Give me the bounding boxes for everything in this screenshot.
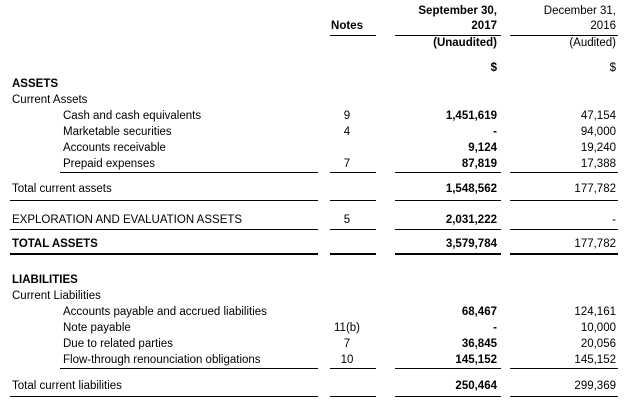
col-2017-header-line2: 2017 [471, 20, 497, 32]
row-value-2017: 36,845 [461, 338, 497, 350]
row-value-2016: 20,056 [580, 338, 616, 350]
notes-header: Notes [331, 20, 363, 32]
row-value-2017: 87,819 [461, 158, 497, 170]
double-rule-2016 [510, 253, 618, 255]
row-value-2016: 47,154 [580, 110, 616, 122]
row-value-2017: - [493, 322, 497, 334]
row-note: 5 [343, 214, 351, 226]
row-label: EXPLORATION AND EVALUATION ASSETS [12, 214, 243, 226]
row-value-2017: 2,031,222 [445, 214, 497, 226]
subtotal-rule-notes [330, 172, 376, 173]
row-value-2016: 177,782 [574, 238, 616, 250]
rule-2016 [510, 396, 618, 397]
row-value-2017: 9,124 [468, 142, 497, 154]
row-note: 11(b) [334, 322, 360, 334]
row-label: Total current liabilities [12, 380, 122, 392]
row-note: 7 [343, 158, 351, 170]
double-rule-notes [330, 253, 376, 255]
subtotal-rule-2017 [395, 368, 501, 369]
rule-label [10, 396, 318, 397]
assets-heading: ASSETS [12, 78, 59, 90]
row-value-2016: 17,388 [580, 158, 616, 170]
subtotal-rule-label [60, 368, 318, 369]
col-2016-currency: $ [609, 62, 616, 74]
rule-label [10, 229, 318, 230]
row-note: 9 [343, 110, 351, 122]
row-value-2017: 145,152 [455, 354, 497, 366]
row-value-2016: 145,152 [574, 354, 616, 366]
row-value-2017: 68,467 [461, 306, 497, 318]
subtotal-rule-2017 [395, 172, 501, 173]
subtotal-rule-notes [330, 368, 376, 369]
row-label: Cash and cash equivalents [63, 110, 202, 122]
row-value-2017: - [493, 126, 497, 138]
rule-2016 [510, 200, 618, 201]
double-rule-2017 [395, 253, 501, 255]
row-value-2016: 19,240 [580, 142, 616, 154]
row-label: Accounts receivable [63, 142, 166, 154]
row-value-2016: 299,369 [574, 380, 616, 392]
rule-notes [330, 200, 376, 201]
row-label: Marketable securities [63, 126, 172, 138]
liabilities-heading: LIABILITIES [12, 274, 78, 286]
row-label: Total current assets [12, 183, 112, 195]
rule-2017 [395, 200, 501, 201]
col-2017-header-rule [395, 35, 501, 36]
row-value-2016: 177,782 [574, 183, 616, 195]
row-value-2016: - [612, 214, 616, 226]
row-value-2017: 250,464 [455, 380, 497, 392]
row-note: 7 [343, 338, 351, 350]
row-label: Due to related parties [63, 338, 173, 350]
rule-notes [330, 396, 376, 397]
row-value-2017: 1,451,619 [445, 110, 497, 122]
rule-2017 [395, 396, 501, 397]
row-note: 10 [340, 354, 354, 366]
col-2016-header-line2: 2016 [590, 20, 616, 32]
current-assets-subheading: Current Assets [12, 94, 88, 106]
row-label: Flow-through renounciation obligations [63, 354, 261, 366]
col-2017-header-line3: (Unaudited) [433, 37, 497, 49]
notes-header-rule [330, 35, 376, 36]
subtotal-rule-2016 [510, 368, 618, 369]
subtotal-rule-label [60, 172, 318, 173]
row-value-2016: 94,000 [580, 126, 616, 138]
row-label: TOTAL ASSETS [12, 238, 98, 250]
row-label: Prepaid expenses [63, 158, 156, 170]
col-2017-header-line1: September 30, [418, 5, 497, 17]
col-2016-header-line3: (Audited) [569, 37, 616, 49]
row-value-2017: 3,579,784 [445, 238, 497, 250]
rule-notes [330, 229, 376, 230]
rule-2017 [395, 229, 501, 230]
double-rule-label [10, 253, 318, 255]
row-note: 4 [343, 126, 351, 138]
col-2016-header-rule [510, 35, 618, 36]
row-value-2016: 10,000 [580, 322, 616, 334]
col-2017-currency: $ [490, 62, 497, 74]
current-liabilities-subheading: Current Liabilities [12, 290, 101, 302]
col-2016-header-line1: December 31, [543, 5, 616, 17]
rule-label [10, 200, 318, 201]
row-value-2016: 124,161 [574, 306, 616, 318]
row-label: Note payable [63, 322, 131, 334]
row-value-2017: 1,548,562 [445, 183, 497, 195]
row-label: Accounts payable and accrued liabilities [63, 306, 267, 318]
subtotal-rule-2016 [510, 172, 618, 173]
rule-2016 [510, 229, 618, 230]
